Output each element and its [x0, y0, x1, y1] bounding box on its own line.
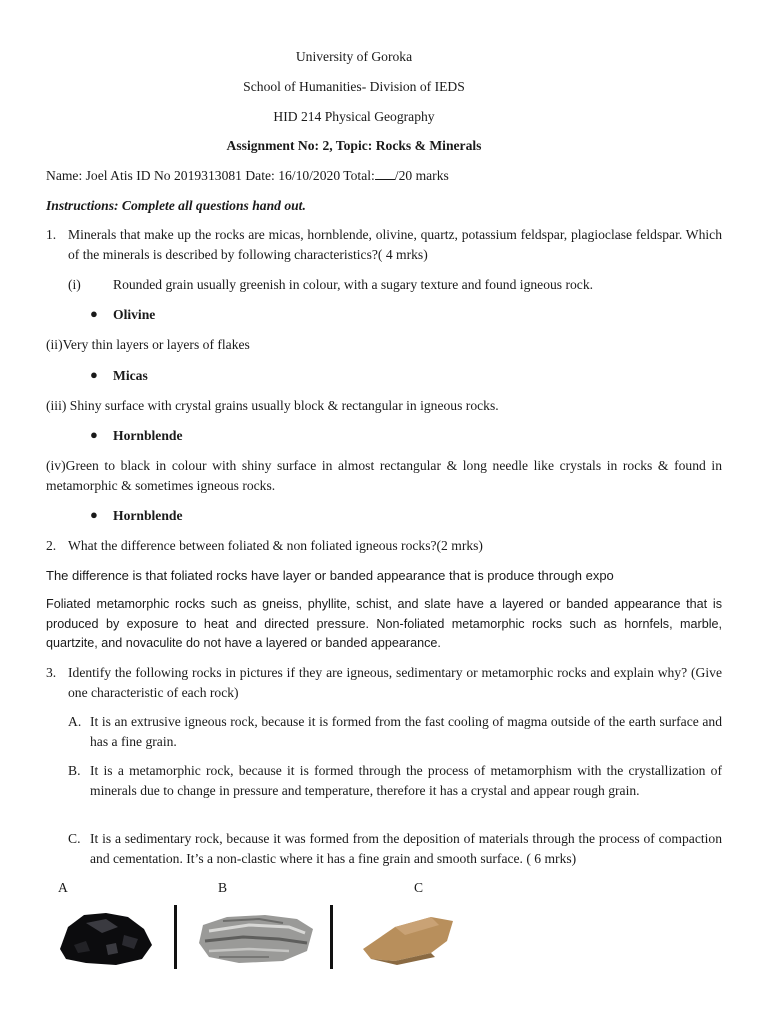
- assignment-title: Assignment No: 2, Topic: Rocks & Minerals: [226, 138, 482, 153]
- q3-number: 3.: [46, 665, 57, 680]
- student-info-line: [46, 166, 449, 186]
- q2-answer-line: The difference is that foliated rocks have layer or banded appearance that is produce through expo: [46, 568, 614, 583]
- q3-b-label: B.: [68, 763, 81, 778]
- photo-separator: [330, 905, 333, 969]
- rock-photos: [46, 905, 484, 969]
- rock-photo-c-sandstone: [335, 905, 484, 969]
- photo-separator: [174, 905, 177, 969]
- q1-sub1-text: Rounded grain usually greenish in colour, with a sugary texture and found igneous rock.: [113, 277, 594, 292]
- q1-answer-2: Micas: [113, 368, 148, 383]
- q1-answer-4: Hornblende: [113, 508, 183, 523]
- course-title: HID 214 Physical Geography: [273, 109, 435, 124]
- photo-label-b: B: [218, 880, 228, 895]
- q1-sub2-text: (ii)Very thin layers or layers of flakes: [46, 337, 250, 352]
- bullet-icon: ●: [90, 507, 98, 522]
- q2-text: What the difference between foliated & non foliated igneous rocks?(2 mrks): [68, 538, 483, 553]
- university-title: University of Goroka: [295, 49, 413, 64]
- q3-c-text: It is a sedimentary rock, because it was formed from the deposition of materials through the process of compaction and cementation. It’s a non-clastic where it has a fine grain and smooth surface. ( 6 mrks): [90, 831, 722, 866]
- q3-c-label: C.: [68, 831, 81, 846]
- photo-label-a: A: [58, 880, 68, 895]
- student-info-suffix: /20 marks: [394, 168, 449, 183]
- q1-number: 1.: [46, 227, 57, 242]
- q1-sub3-text: (iii) Shiny surface with crystal grains usually block & rectangular in igneous rocks.: [46, 398, 499, 413]
- total-blank: [375, 167, 395, 180]
- q1-sub4-text: (iv)Green to black in colour with shiny surface in almost rectangular & long needle like crystals in rocks & found in metamorphic & sometimes igneous rocks.: [46, 458, 722, 493]
- q1-answer-3: Hornblende: [113, 428, 183, 443]
- q3-a-text: It is an extrusive igneous rock, because it is formed from the fast cooling of magma outside of the earth surface and has a fine grain.: [90, 714, 722, 749]
- q1-sub1-label: (i): [68, 277, 81, 292]
- q2-number: 2.: [46, 538, 57, 553]
- photo-label-c: C: [414, 880, 424, 895]
- student-info-prefix: Name: Joel Atis ID No 2019313081 Date: 16/10/2020 Total:: [46, 168, 375, 183]
- bullet-icon: ●: [90, 367, 98, 382]
- q3-a-label: A.: [68, 714, 82, 729]
- q3-b-text: It is a metamorphic rock, because it is formed through the process of metamorphism with the crystallization of minerals due to change in pressure and temperature, therefore it has a crystal and appear rough grain.: [90, 763, 722, 798]
- q1-text: Minerals that make up the rocks are micas, hornblende, olivine, quartz, potassium feldspar, plagioclase feldspar. Which of the minerals is described by following characteristics?( 4 mrks): [68, 227, 722, 262]
- rock-photo-a-obsidian: [46, 905, 174, 969]
- rock-photo-b-schist: [179, 905, 329, 969]
- q1-answer-1: Olivine: [113, 307, 156, 322]
- school-title: School of Humanities- Division of IEDS: [243, 79, 465, 94]
- q3-text: Identify the following rocks in pictures if they are igneous, sedimentary or metamorphic rocks and explain why? (Give one characteristic of each rock): [68, 665, 722, 700]
- q2-answer-paragraph: Foliated metamorphic rocks such as gneiss, phyllite, schist, and slate have a layered or banded appearance that is produced by exposure to heat and directed pressure. Non-foliated metamorphic rocks such as hornfels, marble, quartzite, and novaculite do not have a layered or banded appearance.: [46, 597, 722, 650]
- instructions: Instructions: Complete all questions hand out.: [46, 198, 306, 213]
- bullet-icon: ●: [90, 427, 98, 442]
- bullet-icon: ●: [90, 306, 98, 321]
